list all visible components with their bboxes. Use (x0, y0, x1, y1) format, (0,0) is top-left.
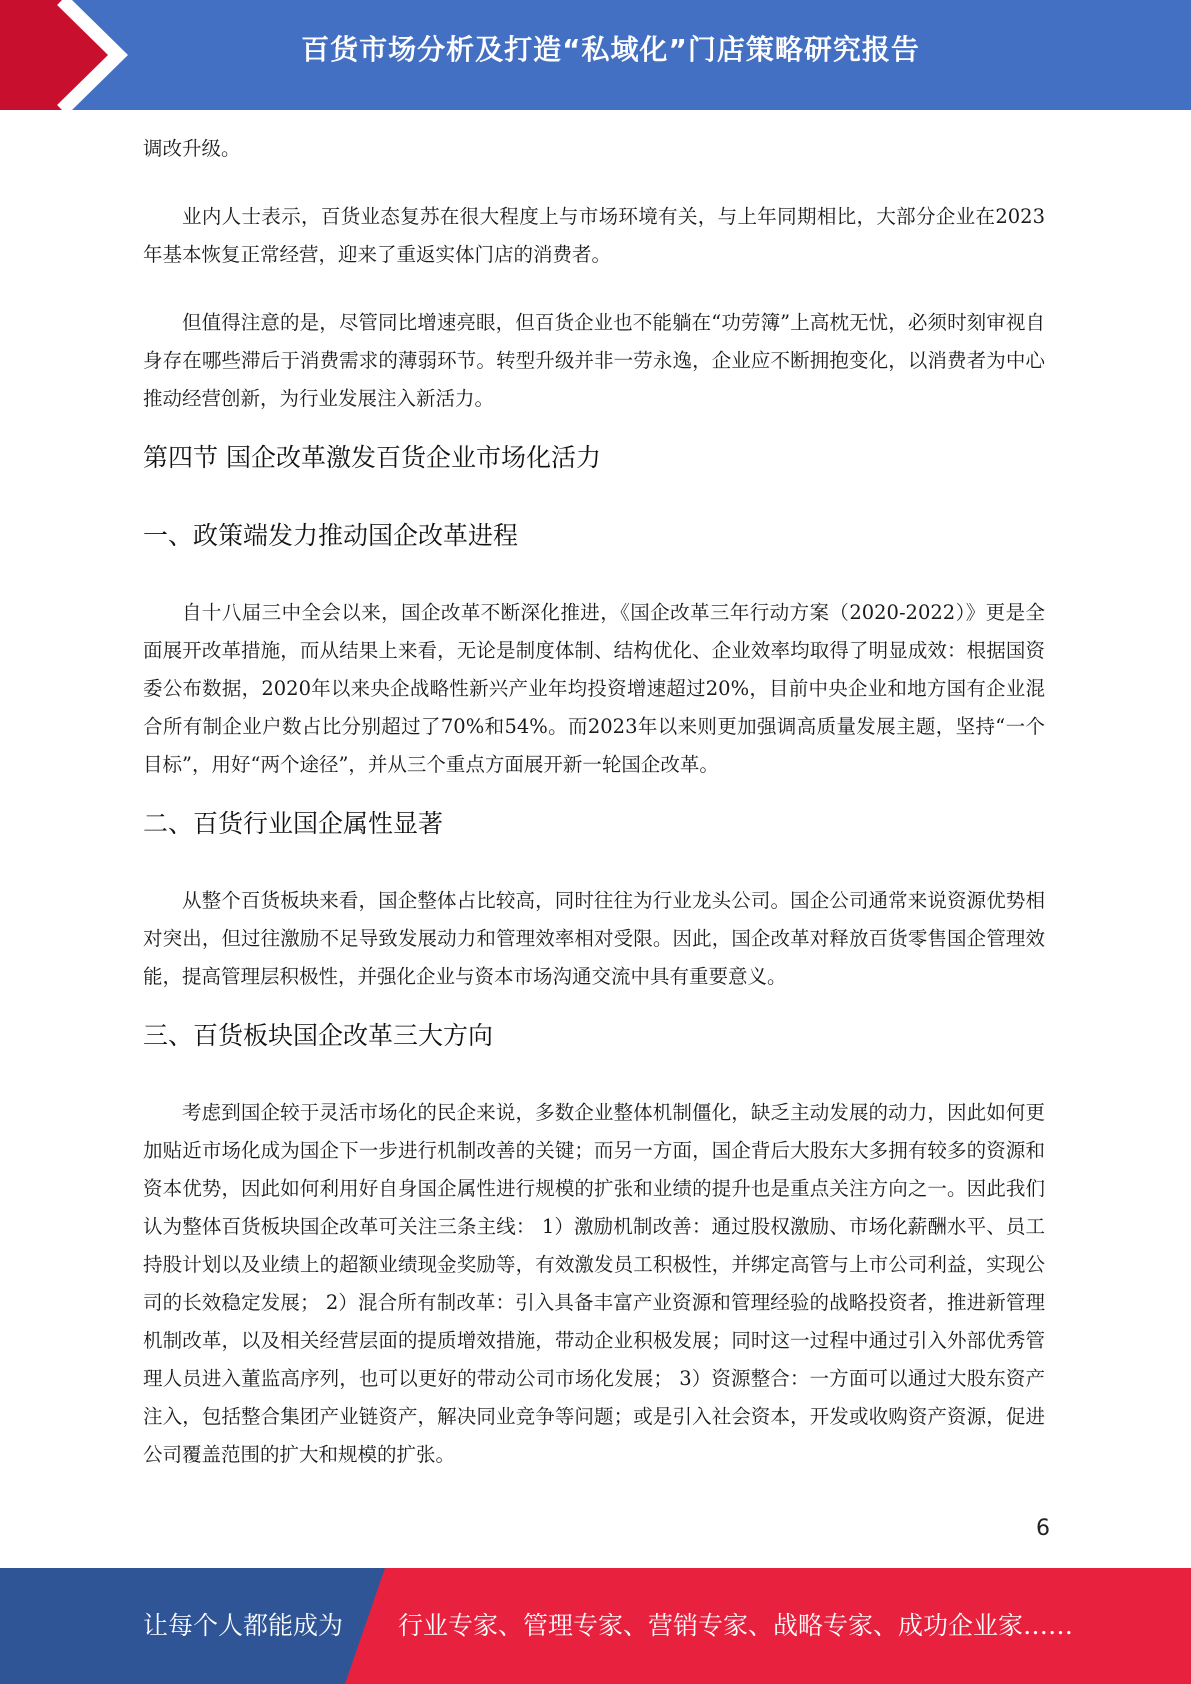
report-title: 百货市场分析及打造“私域化”门店策略研究报告 (301, 33, 920, 66)
paragraph: 调改升级。 (143, 137, 241, 160)
footer-slogan-right: 行业专家、管理专家、营销专家、战略专家、成功企业家…… (398, 1611, 1074, 1640)
footer-slogan-left: 让每个人都能成为 (143, 1611, 344, 1640)
paragraph: 但值得注意的是，尽管同比增速亮眼，但百货企业也不能躺在“功劳簿”上高枕无忧，必须时刻审视自身存在哪些滞后于消费需求的薄弱环节。转型升级并非一劳永逸，企业应不断拥抱变化，以消费者为中心推动经营创新，为行业发展注入新活力。 (143, 311, 1045, 410)
page-content (143, 130, 1045, 1474)
paragraph: 从整个百货板块来看，国企整体占比较高，同时往往为行业龙头公司。国企公司通常来说资源优势相对突出，但过往激励不足导致发展动力和管理效率相对受限。因此，国企改革对释放百货零售国企管理效能，提高管理层积极性，并强化企业与资本市场沟通交流中具有重要意义。 (143, 889, 1045, 988)
subsection-heading: 三、百货板块国企改革三大方向 (143, 1021, 494, 1050)
paragraph: 业内人士表示，百货业态复苏在很大程度上与市场环境有关，与上年同期相比，大部分企业在2023年基本恢复正常经营，迎来了重返实体门店的消费者。 (143, 205, 1045, 266)
page-header (0, 0, 1191, 110)
paragraph: 自十八届三中全会以来，国企改革不断深化推进，《国企改革三年行动方案（2020-2022）》更是全面展开改革措施，而从结果上来看，无论是制度体制、结构优化、企业效率均取得了明显成效：根据国资委公布数据，2020年以来央企战略性新兴产业年均投资增速超过20%，目前中央企业和地方国有企业混合所有制企业户数占比分别超过了70%和54%。而2023年以来则更加强调高质量发展主题，坚持“一个目标”，用好“两个途径”，并从三个重点方面展开新一轮国企改革。 (143, 601, 1045, 776)
subsection-heading: 一、政策端发力推动国企改革进程 (143, 521, 519, 550)
subsection-heading: 二、百货行业国企属性显著 (143, 809, 444, 838)
section-heading: 第四节 国企改革激发百货企业市场化活力 (143, 443, 601, 472)
paragraph: 考虑到国企较于灵活市场化的民企来说，多数企业整体机制僵化，缺乏主动发展的动力，因此如何更加贴近市场化成为国企下一步进行机制改善的关键；而另一方面，国企背后大股东大多拥有较多的资源和资本优势，因此如何利用好自身国企属性进行规模的扩张和业绩的提升也是重点关注方向之一。因此我们认为整体百货板块国企改革可关注三条主线： 1）激励机制改善：通过股权激励、市场化薪酬水平、员工持股计划以及业绩上的超额业绩现金奖励等，有效激发员工积极性，并绑定高管与上市公司利益，实现公司的长效稳定发展； 2）混合所有制改革：引入具备丰富产业资源和管理经验的战略投资者，推进新管理机制改革，以及相关经营层面的提质增效措施，带动企业积极发展；同时这一过程中通过引入外部优秀管理人员进入董监高序列，也可以更好的带动公司市场化发展； 3）资源整合：一方面可以通过大股东资产注入，包括整合集团产业链资产，解决同业竞争等问题；或是引入社会资本，开发或收购资产资源，促进公司覆盖范围的扩大和规模的扩张。 (143, 1101, 1045, 1466)
page-number: 6 (1036, 1516, 1050, 1541)
header-arrow-decoration (0, 0, 150, 110)
page-footer (0, 1568, 1191, 1684)
